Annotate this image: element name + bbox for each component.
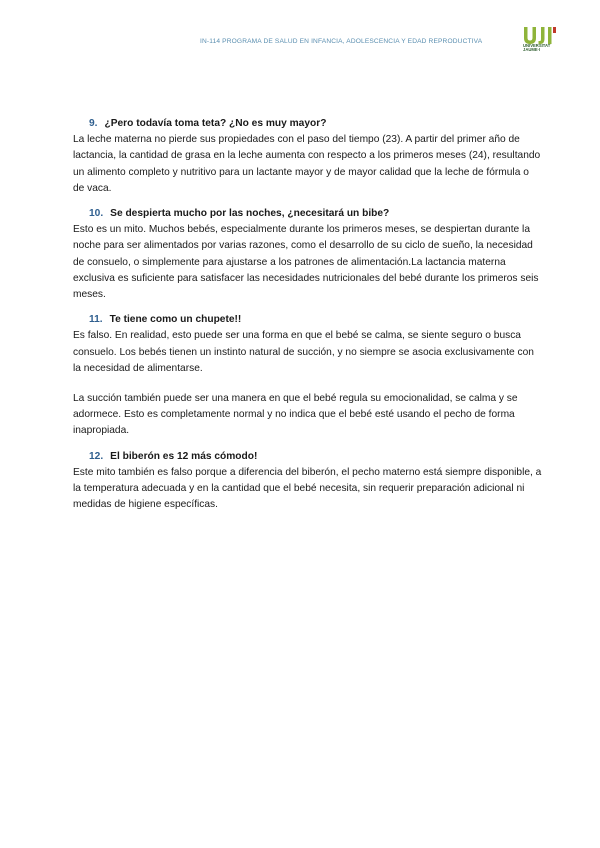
paragraph: La succión también puede ser una manera en que el bebé regula su emocionalidad, se calma y se adormece. Esto es completamente normal y no indica que el bebé esté usando el pecho de forma inapropiada. <box>73 393 518 437</box>
logo-subtext: UNIVERSITAT JAUME·I <box>523 43 551 53</box>
paragraph: Esto es un mito. Muchos bebés, especialmente durante los primeros meses, se despiertan durante la noche para ser alimentados por varias razones, como el desarrollo de su ciclo de sueño, la necesidad de consuelo, o simplemente para ajustarse a los patrones de alimentación.La lactancia materna exclusiva es suficiente para satisfacer las necesidades nutricionales del bebé durante los primeros seis meses. <box>73 224 539 301</box>
paragraph: Es falso. En realidad, esto puede ser una forma en que el bebé se calma, se siente seguro o busca consuelo. Los bebés tienen un instinto natural de succión, y no siempre se asocia exclusivamente con la necesidad de alimentarse. <box>73 330 534 374</box>
section-10 <box>73 206 543 303</box>
paragraph: La leche materna no pierde sus propiedades con el paso del tiempo (23). A partir del primer año de lactancia, la cantidad de grasa en la leche aumenta con respecto a los primeros meses (24), resultando un alimento completo y nutritivo para un lactante mayor y de mayor calidad que la leche de fórmula o de vaca. <box>73 134 541 194</box>
paragraph: Este mito también es falso porque a diferencia del biberón, el pecho materno está siempre disponible, a la temperatura adecuada y en la cantidad que el bebé necesita, sin requerir preparación adicional ni medidas de higiene específicas. <box>73 466 542 511</box>
section-heading <box>73 116 543 132</box>
section-heading <box>73 206 543 222</box>
section-number: 9. <box>89 118 98 129</box>
document-body <box>73 116 543 522</box>
section-number: 12. <box>89 450 104 462</box>
section-title: ¿Pero todavía toma teta? ¿No es muy mayor? <box>104 118 327 129</box>
section-title: El biberón es 12 más cómodo! <box>110 450 258 462</box>
section-heading <box>73 312 543 328</box>
section-heading <box>73 449 543 465</box>
section-12 <box>73 449 543 514</box>
section-11 <box>73 312 543 439</box>
section-9 <box>73 116 543 197</box>
page-header: IN-114 PROGRAMA DE SALUD EN INFANCIA, ADOLESCENCIA Y EDAD REPRODUCTIVA <box>200 38 483 45</box>
section-title: Te tiene como un chupete!! <box>109 314 242 326</box>
section-number: 10. <box>89 208 104 220</box>
section-number: 11. <box>89 314 103 326</box>
section-title: Se despierta mucho por las noches, ¿necesitará un bibe? <box>110 208 390 220</box>
